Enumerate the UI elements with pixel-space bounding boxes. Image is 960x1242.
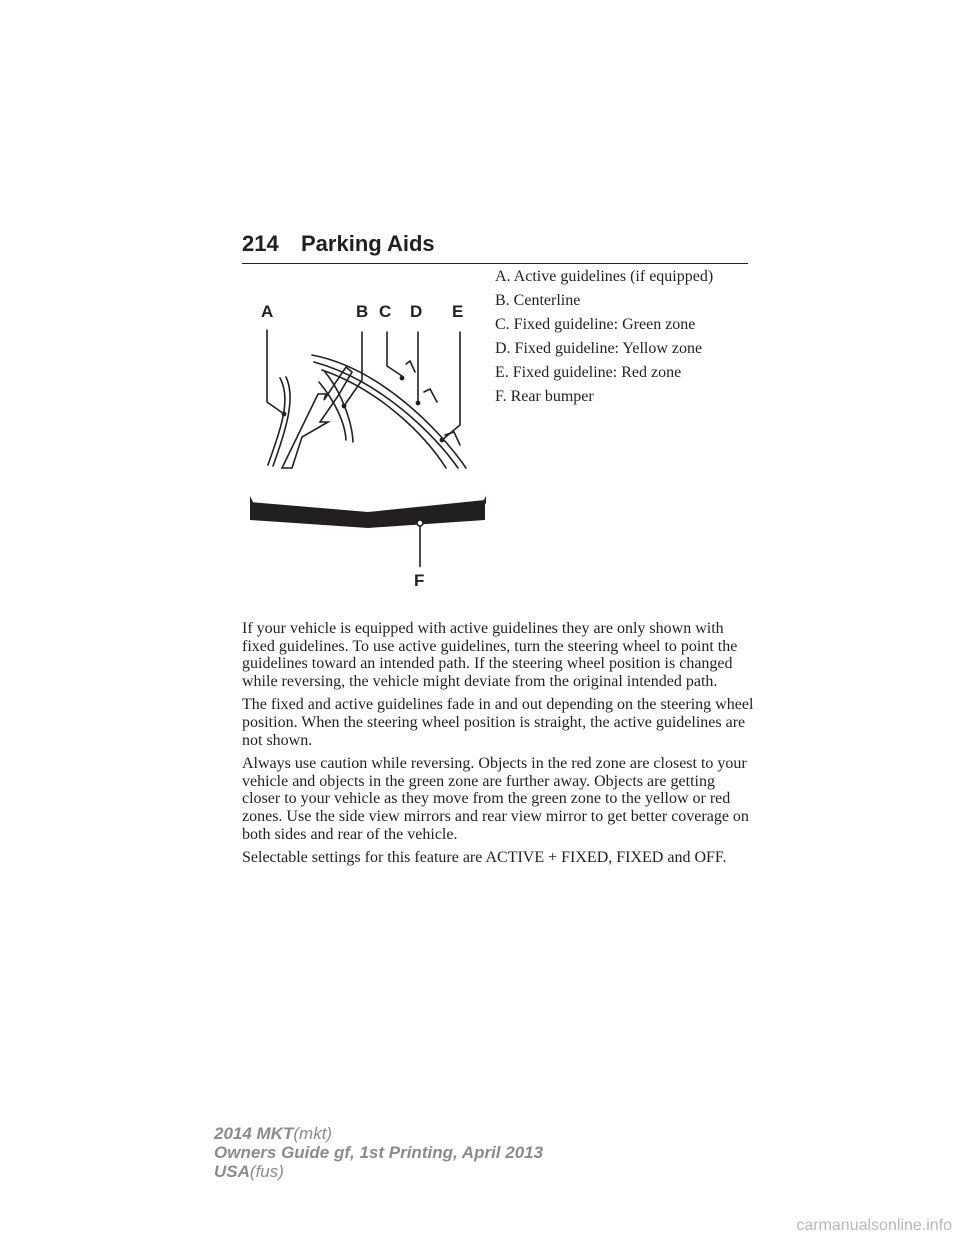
rear-bumper xyxy=(250,500,485,528)
paragraph-settings: Selectable settings for this feature are ACTIVE + FIXED, FIXED and OFF. xyxy=(242,849,727,867)
dot-f xyxy=(417,520,423,526)
paragraph-fade: The fixed and active guidelines fade in and out depending on the steering wheel position. When the steering wheel position is straight, the active guidelines are not shown. xyxy=(242,696,754,749)
label-b: B xyxy=(356,302,369,321)
legend-item-b: B. Centerline xyxy=(495,292,581,309)
legend-item-e: E. Fixed guideline: Red zone xyxy=(495,364,682,381)
paragraph-active-guidelines: If your vehicle is equipped with active guidelines they are only shown with fixed guidelines. To use active guidelines, turn the steering wheel to point the guidelines toward an intended path. If the steering wheel position is changed while reversing, the vehicle might deviate from the original intended path. xyxy=(242,620,738,690)
dot-b xyxy=(342,404,347,409)
footer-guide: Owners Guide gf, 1st Printing, April 2013 xyxy=(214,1143,544,1162)
paragraph-caution: Always use caution while reversing. Objects in the red zone are closest to your vehicle and objects in the green zone are further away. Objects are getting closer to your vehicle as they move from the green zone to the yellow or red zones. Use the side view mirrors and rear view mirror to get better coverage on both sides and rear of the vehicle. xyxy=(242,755,749,843)
label-d: D xyxy=(410,302,423,321)
guidelines-diagram xyxy=(240,290,500,600)
label-e: E xyxy=(452,302,464,321)
dot-c xyxy=(400,376,405,381)
page-header xyxy=(242,227,748,264)
dot-e xyxy=(440,438,445,443)
label-c: C xyxy=(379,302,392,321)
section-title: Parking Aids xyxy=(301,231,435,256)
active-guideline-outer xyxy=(268,378,285,465)
figure-legend xyxy=(495,267,765,411)
footer-market: USA xyxy=(214,1162,250,1181)
legend-item-d: D. Fixed guideline: Yellow zone xyxy=(495,340,703,357)
watermark: carmanualsonline.info xyxy=(796,1217,952,1234)
page-number: 214 xyxy=(242,231,279,256)
leader-a xyxy=(267,330,284,414)
page-footer xyxy=(214,1124,543,1181)
footer-line-3 xyxy=(214,1162,543,1181)
body-text xyxy=(242,620,754,873)
yellow-zone-mark xyxy=(424,389,437,402)
right-outer-arc xyxy=(312,355,466,468)
dot-a xyxy=(282,412,287,417)
leader-c xyxy=(387,332,402,376)
guidelines-illustration xyxy=(240,290,500,600)
legend-item-f: F. Rear bumper xyxy=(495,388,594,405)
left-fixed-guideline xyxy=(282,367,352,468)
dot-d xyxy=(416,401,421,406)
legend-item-a: A. Active guidelines (if equipped) xyxy=(495,268,714,285)
footer-model-code: (mkt) xyxy=(293,1124,333,1143)
label-a: A xyxy=(261,302,274,321)
right-mid-arc xyxy=(314,362,458,468)
footer-line-1 xyxy=(214,1124,543,1143)
label-f: F xyxy=(414,571,425,590)
footer-market-code: (fus) xyxy=(249,1162,284,1181)
centerline xyxy=(325,372,353,442)
footer-model: 2014 MKT xyxy=(214,1124,294,1143)
legend-item-c: C. Fixed guideline: Green zone xyxy=(495,316,696,333)
green-zone-mark xyxy=(406,361,415,372)
leader-e xyxy=(442,332,460,440)
